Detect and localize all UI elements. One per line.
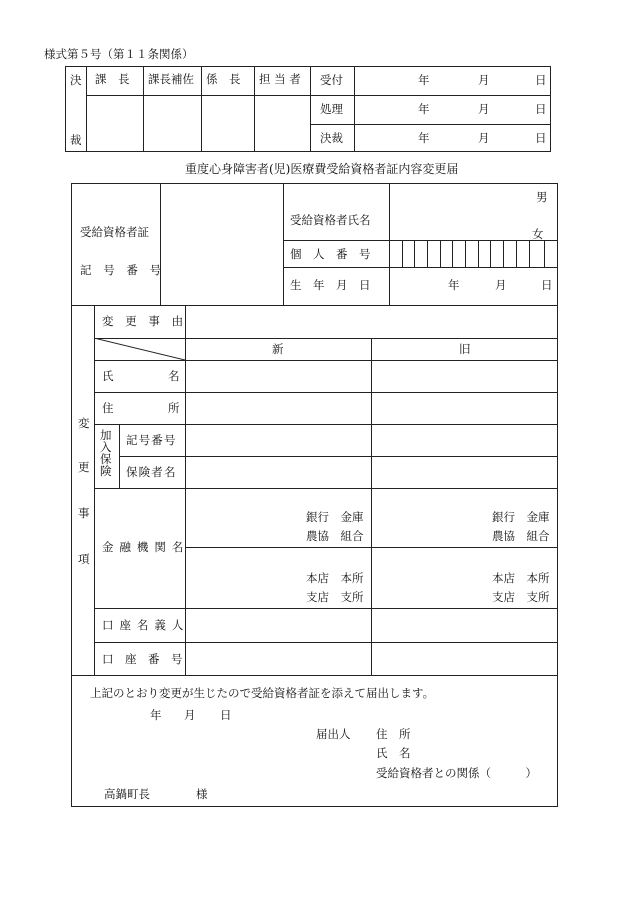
- step-processed: 処理: [320, 102, 343, 116]
- step-received: 受付: [320, 73, 343, 87]
- gender-female[interactable]: 女: [532, 227, 544, 241]
- new-bank-line2: 農協 組合: [306, 529, 364, 543]
- received-year: 年: [418, 73, 430, 87]
- received-month: 月: [478, 73, 490, 87]
- new-branch-line2: 支店 支所: [306, 590, 364, 604]
- new-branch-line1: 本店 本所: [306, 571, 364, 585]
- relation-label: 受給資格者との関係（ ）: [376, 766, 537, 780]
- cert-label-line2: 記 号 番 号: [80, 263, 166, 277]
- personal-number-label: 個 人 番 号: [290, 247, 371, 261]
- new-bank-line1: 銀行 金庫: [306, 510, 364, 524]
- applicant-address-label: 住 所: [376, 727, 411, 741]
- name-row-label-b: 名: [168, 369, 180, 383]
- address-row-label-a: 住: [102, 401, 114, 415]
- reason-label: 変 更 事 由: [102, 314, 188, 328]
- form-number: 様式第５号（第１１条関係）: [44, 47, 194, 61]
- processed-day: 日: [535, 102, 547, 116]
- declaration-month: 月: [184, 708, 196, 722]
- changes-side-2: 更: [78, 460, 90, 474]
- old-branch-line1: 本店 本所: [492, 571, 550, 585]
- old-bank-line1: 銀行 金庫: [492, 510, 550, 524]
- insurance-side-4: 険: [100, 464, 112, 478]
- address-row-label-b: 所: [168, 401, 180, 415]
- gender-male[interactable]: 男: [536, 190, 548, 204]
- diagonal-header-cell: [94, 338, 185, 360]
- role-unit-chief: 係 長: [206, 72, 241, 86]
- insurance-symbol-label: 記号番号: [126, 433, 177, 447]
- applicant-name-label: 氏 名: [376, 746, 411, 760]
- declaration-year: 年: [150, 708, 162, 722]
- dob-year: 年: [448, 278, 460, 292]
- new-column-header: 新: [272, 342, 284, 356]
- declaration-statement: 上記のとおり変更が生じたので受給資格者証を添えて届出します。: [90, 686, 435, 700]
- document-title: 重度心身障害者(児)医療費受給資格者証内容変更届: [185, 162, 459, 176]
- changes-side-4: 項: [78, 552, 90, 566]
- approved-day: 日: [535, 131, 547, 145]
- cert-label-line1: 受給資格者証: [80, 225, 149, 239]
- dob-month: 月: [495, 278, 507, 292]
- role-staff: 担 当 者: [259, 72, 301, 86]
- applicant-label: 届出人: [316, 727, 351, 741]
- mayor-honorific: 様: [196, 787, 208, 801]
- bank-label: 金 融 機 関 名: [102, 540, 185, 554]
- mayor-addressee: 高鍋町長: [104, 787, 150, 801]
- declaration-day: 日: [220, 708, 232, 722]
- recipient-name-label: 受給資格者氏名: [290, 213, 371, 227]
- received-day: 日: [535, 73, 547, 87]
- dob-label: 生 年 月 日: [290, 278, 371, 292]
- approval-side-top: 決: [70, 73, 82, 87]
- approved-month: 月: [478, 131, 490, 145]
- processed-year: 年: [418, 102, 430, 116]
- account-number-label: 口 座 番 号: [102, 652, 183, 666]
- insurance-side-3: 保: [100, 452, 112, 466]
- old-bank-line2: 農協 組合: [492, 529, 550, 543]
- processed-month: 月: [478, 102, 490, 116]
- role-deputy-chief: 課長補佐: [148, 72, 194, 86]
- dob-day: 日: [541, 278, 553, 292]
- insurance-side-1: 加: [100, 428, 112, 442]
- insurance-side-2: 入: [100, 440, 112, 454]
- approval-side-bottom: 裁: [70, 133, 82, 147]
- changes-side-3: 事: [78, 506, 90, 520]
- old-column-header: 旧: [459, 342, 471, 356]
- role-section-chief: 課 長: [95, 72, 130, 86]
- account-holder-label: 口 座 名 義 人: [102, 618, 185, 632]
- approved-year: 年: [418, 131, 430, 145]
- step-approved: 決裁: [320, 131, 343, 145]
- changes-side-1: 変: [78, 416, 90, 430]
- name-row-label-a: 氏: [102, 369, 114, 383]
- insurer-name-label: 保険者名: [126, 465, 177, 479]
- old-branch-line2: 支店 支所: [492, 590, 550, 604]
